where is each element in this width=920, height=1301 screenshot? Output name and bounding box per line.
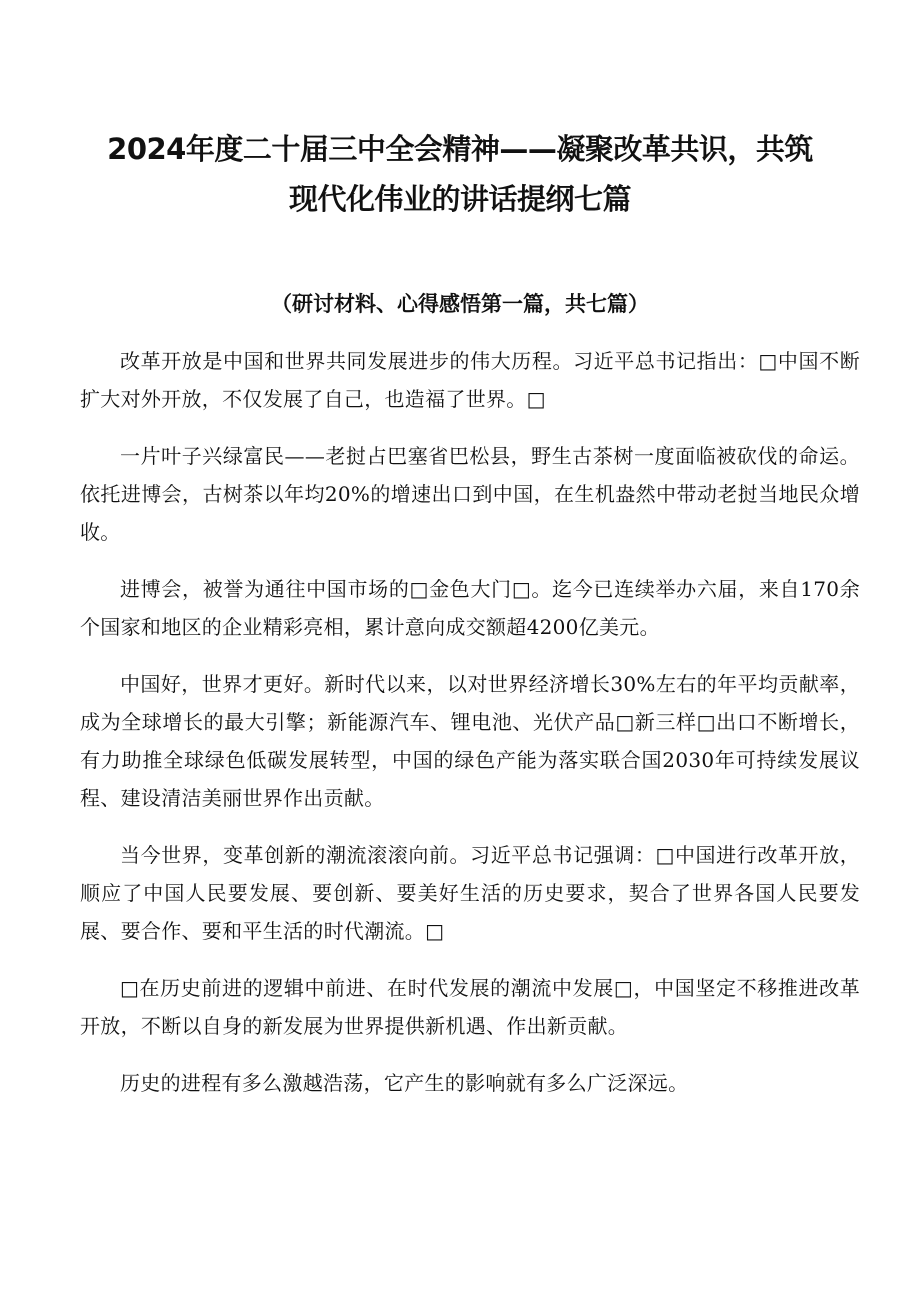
paragraph: 历史的进程有多么激越浩荡，它产生的影响就有多么广泛深远。 [120,1071,689,1095]
document-body [80,342,860,1121]
paragraph: 当今世界，变革创新的潮流滚滚向前。习近平总书记强调：□中国进行改革开放，顺应了中国人民要发展、要创新、要美好生活的历史要求，契合了世界各国人民要发展、要合作、要和平生活的时代潮流。□ [80,843,860,943]
document-title: 2024年度二十届三中全会精神——凝聚改革共识，共筑现代化伟业的讲话提纲七篇 [107,132,813,216]
paragraph: □在历史前进的逻辑中前进、在时代发展的潮流中发展□，中国坚定不移推进改革开放，不断以自身的新发展为世界提供新机遇、作出新贡献。 [80,976,860,1038]
paragraph: 中国好，世界才更好。新时代以来，以对世界经济增长30%左右的年平均贡献率，成为全球增长的最大引擎；新能源汽车、锂电池、光伏产品□新三样□出口不断增长，有力助推全球绿色低碳发展转型，中国的绿色产能为落实联合国2030年可持续发展议程、建设清洁美丽世界作出贡献。 [80,672,860,810]
paragraph: 进博会，被誉为通往中国市场的□金色大门□。迄今已连续举办六届，来自170余个国家和地区的企业精彩亮相，累计意向成交额超4200亿美元。 [80,577,860,639]
document-subtitle: （研讨材料、心得感悟第一篇，共七篇） [271,292,649,316]
paragraph: 一片叶子兴绿富民——老挝占巴塞省巴松县，野生古茶树一度面临被砍伐的命运。依托进博会，古树茶以年均20%的增速出口到中国，在生机盎然中带动老挝当地民众增收。 [80,444,860,544]
paragraph: 改革开放是中国和世界共同发展进步的伟大历程。习近平总书记指出：□中国不断扩大对外开放，不仅发展了自己，也造福了世界。□ [80,349,860,411]
